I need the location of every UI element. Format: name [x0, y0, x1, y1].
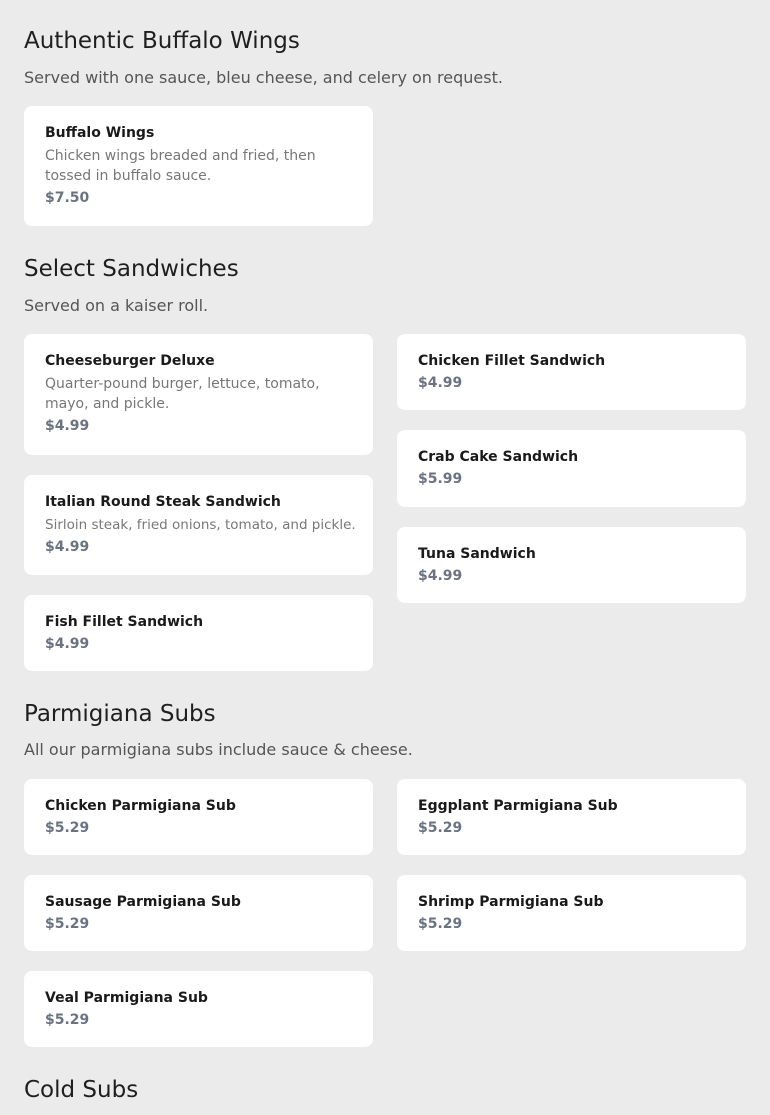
item-price: $4.99	[45, 539, 90, 555]
item-price: $5.29	[418, 916, 463, 932]
menu-item-italian-round-steak-sandwich[interactable]	[24, 475, 373, 575]
item-name: Chicken Fillet Sandwich	[418, 353, 606, 369]
item-description: Quarter-pound burger, lettuce, tomato, mayo, and pickle.	[45, 376, 320, 412]
item-name: Cheeseburger Deluxe	[45, 353, 215, 369]
item-name: Italian Round Steak Sandwich	[45, 494, 281, 510]
section-description: All our parmigiana subs include sauce & cheese.	[24, 740, 413, 759]
menu-item-tuna-sandwich[interactable]	[397, 527, 746, 603]
section-description: Served on a kaiser roll.	[24, 296, 209, 315]
item-name: Buffalo Wings	[45, 125, 155, 141]
item-description: Chicken wings breaded and fried, then tossed in buffalo sauce.	[45, 148, 316, 184]
menu-item-fish-fillet-sandwich[interactable]	[24, 595, 373, 671]
item-price: $4.99	[418, 375, 463, 391]
section-description: Served with one sauce, bleu cheese, and celery on request.	[24, 68, 503, 87]
menu-item-cheeseburger-deluxe[interactable]	[24, 334, 373, 455]
item-price: $5.29	[418, 820, 463, 836]
section-title: Parmigiana Subs	[24, 701, 216, 727]
menu-item-chicken-parmigiana-sub[interactable]	[24, 779, 373, 855]
item-name: Crab Cake Sandwich	[418, 449, 579, 465]
menu-item-buffalo-wings[interactable]	[24, 106, 373, 226]
section-title: Select Sandwiches	[24, 256, 239, 282]
item-price: $4.99	[45, 636, 90, 652]
item-price: $7.50	[45, 190, 90, 206]
item-name: Eggplant Parmigiana Sub	[418, 798, 618, 814]
menu-item-sausage-parmigiana-sub[interactable]	[24, 875, 373, 951]
item-name: Shrimp Parmigiana Sub	[418, 894, 604, 910]
section-title: Cold Subs	[24, 1077, 139, 1103]
item-price: $5.29	[45, 1012, 90, 1028]
item-description: Sirloin steak, fried onions, tomato, and pickle.	[45, 517, 356, 533]
item-name: Sausage Parmigiana Sub	[45, 894, 241, 910]
menu-item-eggplant-parmigiana-sub[interactable]	[397, 779, 746, 855]
item-name: Veal Parmigiana Sub	[45, 990, 208, 1006]
item-price: $5.29	[45, 820, 90, 836]
item-price: $4.99	[45, 418, 90, 434]
section-title: Authentic Buffalo Wings	[24, 28, 300, 54]
menu-item-crab-cake-sandwich[interactable]	[397, 430, 746, 507]
menu-item-veal-parmigiana-sub[interactable]	[24, 971, 373, 1047]
item-name: Fish Fillet Sandwich	[45, 614, 204, 630]
menu-item-chicken-fillet-sandwich[interactable]	[397, 334, 746, 410]
item-price: $5.29	[45, 916, 90, 932]
item-name: Tuna Sandwich	[418, 546, 536, 562]
item-name: Chicken Parmigiana Sub	[45, 798, 236, 814]
item-price: $5.99	[418, 471, 463, 487]
item-price: $4.99	[418, 568, 463, 584]
menu-item-shrimp-parmigiana-sub[interactable]	[397, 875, 746, 951]
